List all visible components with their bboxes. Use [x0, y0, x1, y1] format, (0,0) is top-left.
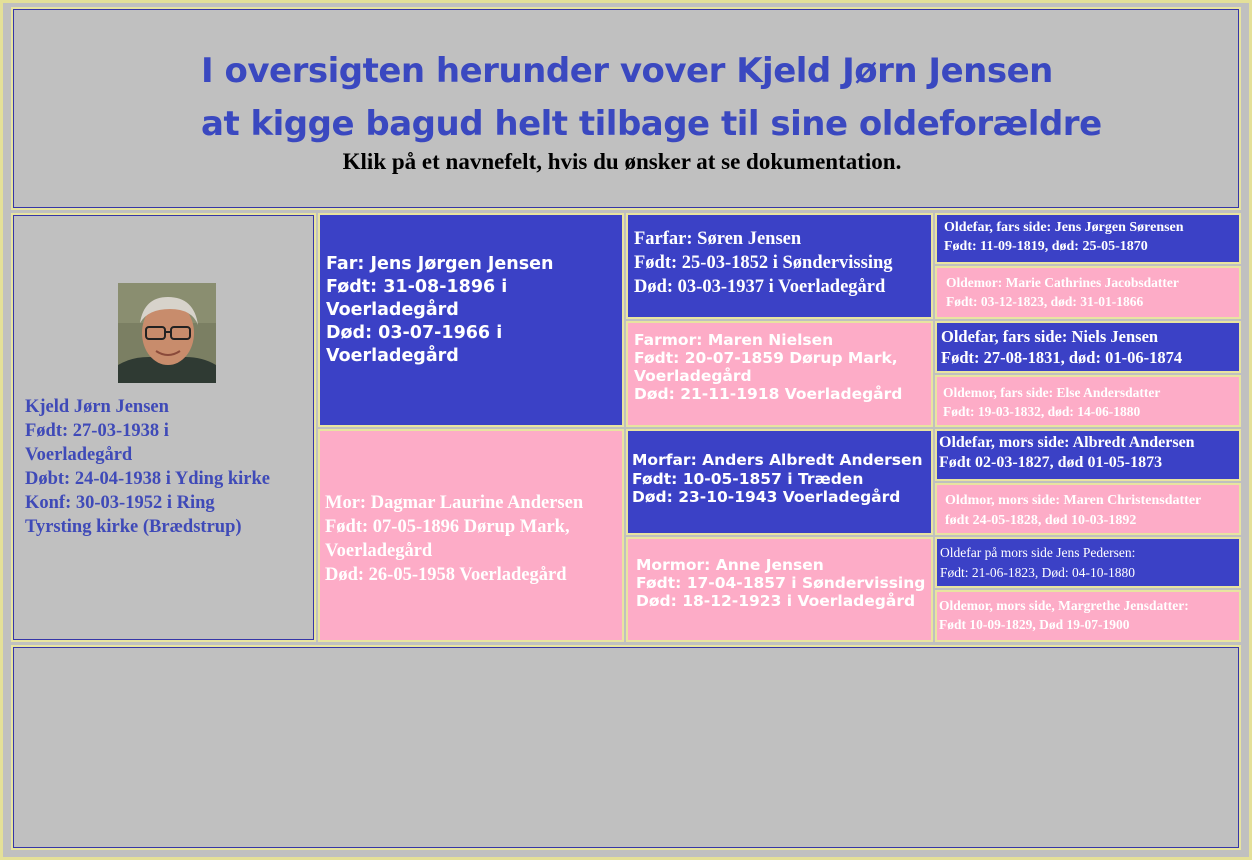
- farfar-cell[interactable]: [626, 213, 933, 319]
- oldemor-mors-side-2[interactable]: [935, 590, 1241, 642]
- oldemor-mors-side-1[interactable]: [935, 483, 1241, 535]
- page-title-line2: at kigge bagud helt tilbage til sine oldeforældre: [201, 104, 1102, 144]
- great-1-name[interactable]: Oldemor: Marie Cathrines Jacobsdatter: [946, 275, 1179, 290]
- morfar-died: Død: 23-10-1943 Voerladegård: [632, 488, 901, 506]
- great-7-name[interactable]: Oldemor, mors side, Margrethe Jensdatter:: [939, 598, 1189, 613]
- great-3-dates: Født: 19-03-1832, død: 14-06-1880: [943, 404, 1141, 419]
- mormor-name[interactable]: Mormor: Anne Jensen: [636, 556, 824, 574]
- great-1-dates: Født: 03-12-1823, død: 31-01-1866: [946, 294, 1144, 309]
- great-4-dates: Født 02-03-1827, død 01-05-1873: [939, 454, 1163, 471]
- great-2-name[interactable]: Oldefar, fars side: Niels Jensen: [941, 327, 1159, 346]
- page-title-line1: I oversigten herunder vover Kjeld Jørn Jensen: [201, 51, 1053, 91]
- mother-born-place: Voerladegård: [325, 541, 433, 561]
- person-name[interactable]: Kjeld Jørn Jensen: [25, 397, 169, 417]
- great-6-dates: Født: 21-06-1823, Død: 04-10-1880: [940, 565, 1135, 580]
- farmor-name[interactable]: Farmor: Maren Nielsen: [634, 331, 834, 349]
- mother-born: Født: 07-05-1896 Dørup Mark,: [325, 517, 570, 537]
- farmor-born: Født: 20-07-1859 Dørup Mark,: [634, 349, 898, 367]
- mormor-born: Født: 17-04-1857 i Søndervissing: [636, 574, 926, 592]
- portrait-image: [118, 283, 216, 383]
- mother-died: Død: 26-05-1958 Voerladegård: [325, 565, 567, 585]
- header-panel: [11, 7, 1241, 210]
- father-died: Død: 03-07-1966 i: [326, 323, 503, 343]
- great-7-dates: Født 10-09-1829, Død 19-07-1900: [939, 617, 1130, 632]
- oldemor-fars-side-1[interactable]: [935, 266, 1241, 319]
- mother-name[interactable]: Mor: Dagmar Laurine Andersen: [325, 493, 584, 513]
- mormor-died: Død: 18-12-1923 i Voerladegård: [636, 592, 916, 610]
- mormor-cell[interactable]: [626, 537, 933, 642]
- farmor-died: Død: 21-11-1918 Voerladegård: [634, 385, 903, 403]
- father-cell[interactable]: [318, 213, 624, 427]
- oldemor-fars-side-2[interactable]: [935, 375, 1241, 427]
- oldefar-fars-side-1[interactable]: [935, 213, 1241, 264]
- oldefar-fars-side-2[interactable]: [935, 321, 1241, 373]
- oldefar-mors-side-1[interactable]: [935, 429, 1241, 481]
- mother-cell[interactable]: [318, 429, 624, 642]
- father-died-place: Voerladegård: [326, 346, 459, 366]
- father-born-place: Voerladegård: [326, 300, 459, 320]
- morfar-born: Født: 10-05-1857 i Træden: [632, 469, 864, 488]
- person-photo: [118, 283, 216, 383]
- person-confirmed: Konf: 30-03-1952 i Ring: [25, 493, 215, 513]
- farmor-born-place: Voerladegård: [634, 367, 752, 385]
- great-2-dates: Født: 27-08-1831, død: 01-06-1874: [941, 348, 1183, 367]
- page-subtitle: Klik på et navnefelt, hvis du ønsker at se dokumentation.: [342, 149, 902, 174]
- bottom-panel: [11, 645, 1241, 850]
- morfar-name[interactable]: Morfar: Anders Albredt Andersen: [632, 451, 923, 469]
- person-panel[interactable]: [11, 213, 316, 642]
- great-6-name[interactable]: Oldefar på mors side Jens Pedersen:: [940, 545, 1136, 560]
- father-name[interactable]: Far: Jens Jørgen Jensen: [326, 254, 554, 274]
- morfar-cell[interactable]: [626, 429, 933, 535]
- farfar-died: Død: 03-03-1937 i Voerladegård: [634, 277, 886, 297]
- farfar-born: Født: 25-03-1852 i Søndervissing: [634, 253, 893, 273]
- farfar-name[interactable]: Farfar: Søren Jensen: [634, 229, 802, 249]
- oldefar-mors-side-2[interactable]: [935, 537, 1241, 588]
- great-3-name[interactable]: Oldemor, fars side: Else Andersdatter: [943, 385, 1161, 400]
- great-0-name[interactable]: Oldefar, fars side: Jens Jørgen Sørensen: [944, 220, 1184, 235]
- father-born: Født: 31-08-1896 i: [326, 277, 508, 297]
- person-born: Født: 27-03-1938 i: [25, 421, 169, 441]
- person-born-place: Voerladegård: [25, 445, 133, 465]
- farmor-cell[interactable]: [626, 321, 933, 427]
- person-confirmed-place: Tyrsting kirke (Brædstrup): [25, 517, 242, 537]
- great-4-name[interactable]: Oldefar, mors side: Albredt Andersen: [939, 434, 1195, 451]
- great-5-dates: født 24-05-1828, død 10-03-1892: [945, 513, 1137, 528]
- great-0-dates: Født: 11-09-1819, død: 25-05-1870: [944, 239, 1148, 254]
- great-5-name[interactable]: Oldmor, mors side: Maren Christensdatter: [945, 493, 1202, 508]
- person-baptized: Døbt: 24-04-1938 i Yding kirke: [25, 469, 270, 489]
